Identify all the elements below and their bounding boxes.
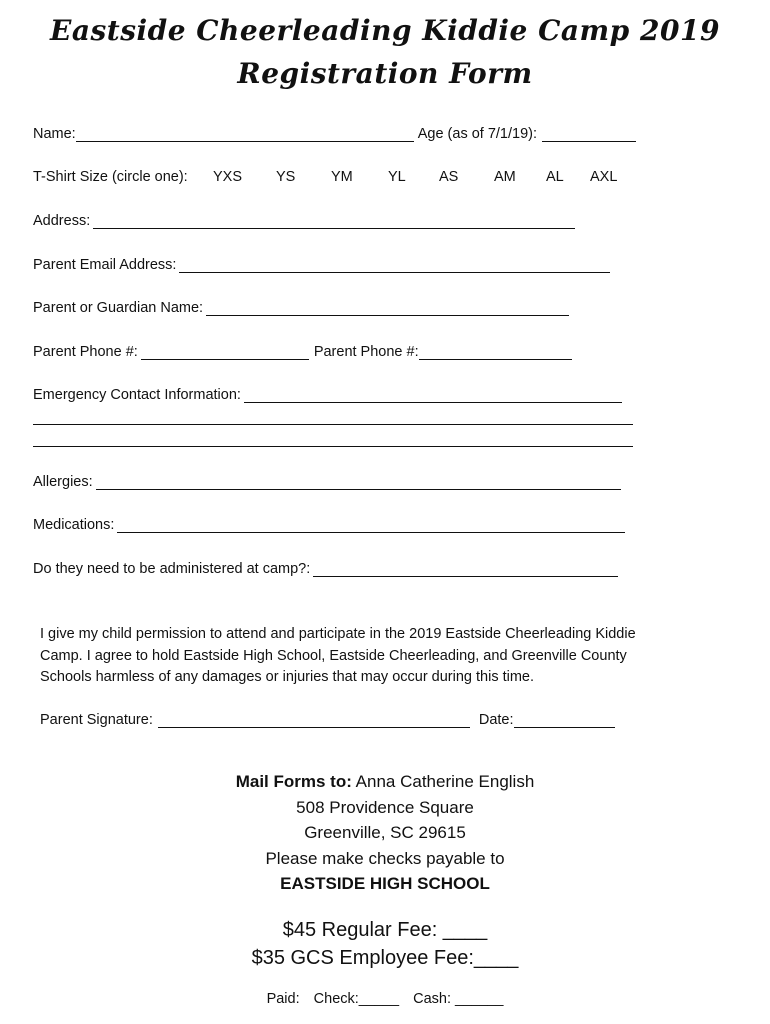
medications-field[interactable] — [117, 518, 625, 533]
tshirt-label: T-Shirt Size (circle one): — [33, 169, 188, 185]
mail-to-line — [0, 769, 770, 795]
form-subtitle: Registration Form — [237, 57, 533, 90]
signature-label: Parent Signature: — [40, 712, 153, 728]
age-label: Age (as of 7/1/19): — [417, 126, 538, 142]
allergies-row — [33, 474, 621, 490]
size-ys[interactable]: YS — [276, 169, 296, 185]
allergies-field[interactable] — [96, 475, 621, 490]
check-field[interactable]: Check:_____ — [313, 991, 400, 1007]
size-am[interactable]: AM — [494, 169, 516, 185]
parent-phone1-field[interactable] — [141, 345, 309, 360]
address-field[interactable] — [93, 214, 575, 229]
employee-fee: $35 GCS Employee Fee:____ — [251, 947, 519, 969]
regular-fee: $45 Regular Fee: ____ — [282, 919, 488, 941]
age-field[interactable] — [542, 127, 636, 142]
size-ym[interactable]: YM — [331, 169, 353, 185]
size-as[interactable]: AS — [439, 169, 459, 185]
administer-row — [33, 561, 618, 577]
address-label: Address: — [33, 213, 91, 229]
paid-label: Paid: — [266, 991, 300, 1007]
parent-phone2-field[interactable] — [419, 345, 572, 360]
emergency-field[interactable] — [244, 388, 622, 403]
signature-field[interactable] — [158, 713, 470, 728]
guardian-name-label: Parent or Guardian Name: — [33, 300, 204, 316]
size-al[interactable]: AL — [546, 169, 564, 185]
parent-email-field[interactable] — [179, 258, 610, 273]
address-row — [33, 213, 575, 229]
fees-block — [0, 916, 770, 972]
mail-to-name: Anna Catherine English — [355, 772, 535, 791]
mail-street: 508 Providence Square — [296, 797, 474, 817]
administer-label: Do they need to be administered at camp?: — [33, 561, 311, 577]
parent-email-label: Parent Email Address: — [33, 257, 177, 273]
parent-phone-row — [33, 344, 572, 360]
cash-field[interactable]: Cash: ______ — [413, 991, 504, 1007]
mail-city: Greenville, SC 29615 — [304, 823, 466, 842]
consent-text: I give my child permission to attend and participate in the 2019 Eastside Cheerleading Kiddie Camp. I agree to hold Eastside High School, Eastside Cheerleading, and Greenville County Schools harmless of any damages or injuries that may occur during this time. — [40, 626, 636, 685]
form-title: Eastside Cheerleading Kiddie Camp 2019 — [50, 14, 720, 47]
date-field[interactable] — [514, 713, 615, 728]
parent-email-row — [33, 257, 610, 273]
payee: EASTSIDE HIGH SCHOOL — [280, 874, 490, 893]
mail-to-label: Mail Forms to: — [235, 772, 352, 791]
size-yxs[interactable]: YXS — [213, 169, 243, 185]
administer-field[interactable] — [313, 562, 618, 577]
emergency-label: Emergency Contact Information: — [33, 387, 241, 403]
tshirt-row — [33, 169, 618, 185]
parent-phone1-label: Parent Phone #: — [33, 344, 138, 360]
name-label: Name: — [33, 126, 76, 142]
allergies-label: Allergies: — [33, 474, 93, 490]
size-yl[interactable]: YL — [388, 169, 406, 185]
mailing-block — [0, 769, 770, 897]
date-label: Date: — [478, 712, 514, 728]
signature-row — [40, 712, 615, 728]
guardian-name-row — [33, 300, 569, 316]
parent-phone2-label: Parent Phone #: — [313, 344, 419, 360]
medications-label: Medications: — [33, 517, 115, 533]
emergency-row — [33, 387, 622, 403]
checks-line: Please make checks payable to — [265, 848, 505, 868]
emergency-line-2[interactable] — [33, 424, 633, 425]
payment-row — [0, 991, 770, 1007]
emergency-line-3[interactable] — [33, 446, 633, 447]
guardian-name-field[interactable] — [206, 301, 569, 316]
medications-row — [33, 517, 625, 533]
name-age-row — [33, 126, 636, 142]
name-field[interactable] — [76, 127, 414, 142]
size-axl[interactable]: AXL — [590, 169, 618, 185]
